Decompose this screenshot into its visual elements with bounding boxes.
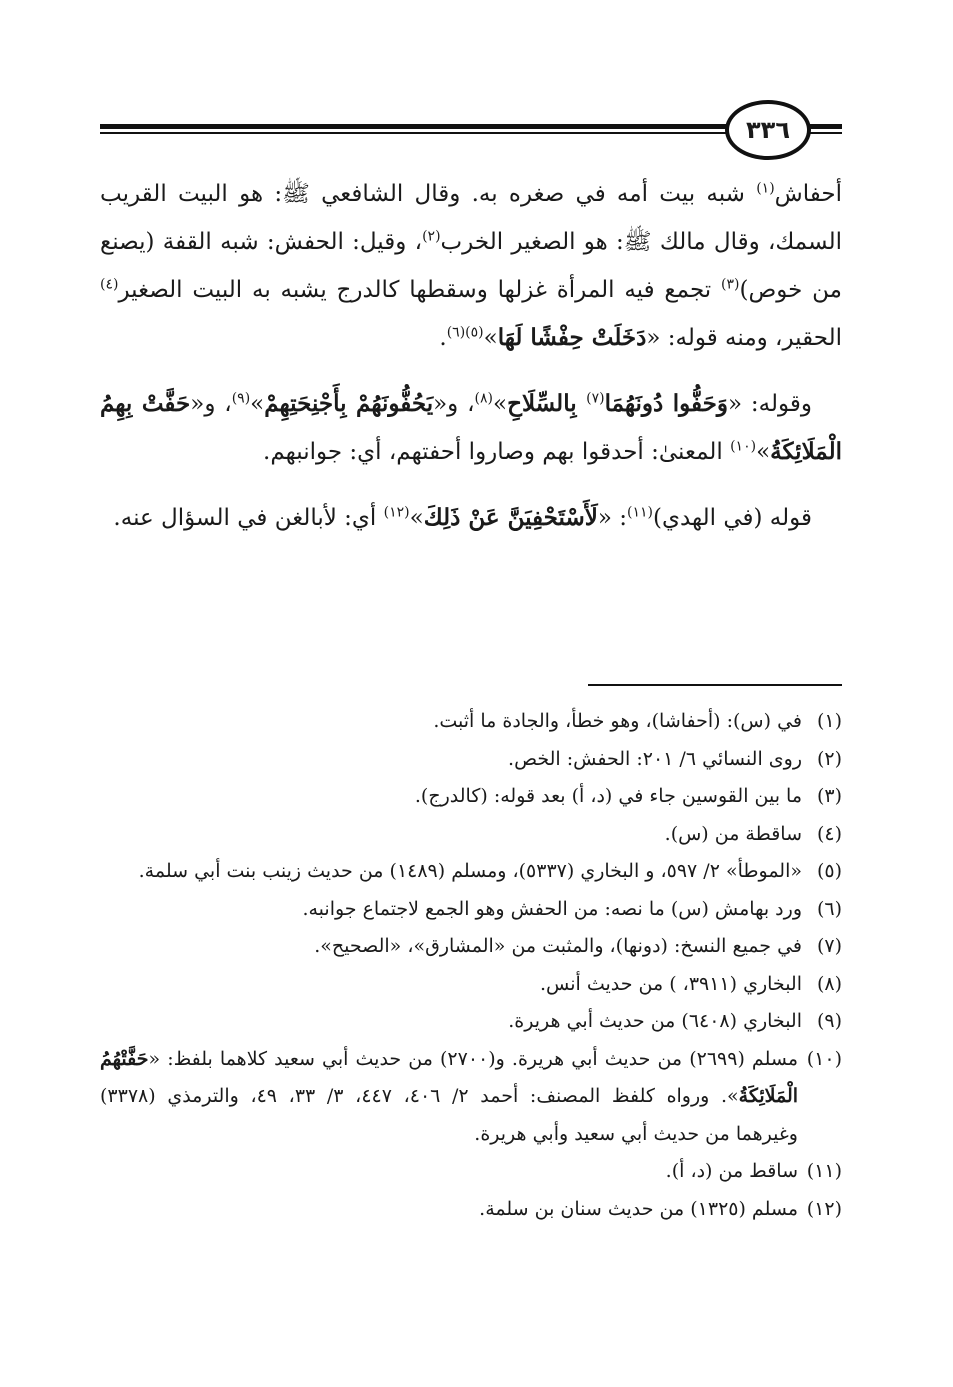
text-run: شبه بيت أمه في صغره به. وقال الشافعي ﷺ: هو البيت القريب السمك، وقال مالك ﷺ: هو الصغير الخرب bbox=[100, 181, 842, 255]
footnote-number: (١١) bbox=[806, 1160, 842, 1182]
footnote-text: ما بين القوسين جاء في (د، أ) بعد قوله: (كالدرج). bbox=[414, 785, 802, 807]
footnote-text: البخاري (٣٩١١، ) من حديث أنس. bbox=[539, 972, 802, 995]
footnote-text: ساقطة من (س). bbox=[664, 822, 802, 845]
footnote-marker: (٢) bbox=[422, 228, 441, 245]
footnote-5 bbox=[100, 853, 842, 891]
footnote-text: في (س): (أحفاشا)، وهو خطأ، والجادة ما أثبت. bbox=[433, 710, 802, 732]
text-run: تجمع فيه المرأة غزلها وسقطها كالدرج يشبه به البيت الصغير bbox=[118, 277, 722, 303]
footnote-11 bbox=[100, 1153, 842, 1191]
footnote-number: (٥) bbox=[816, 860, 842, 882]
text-run: ، وقيل: الحفش: شبه القفة (يصنع من خوص) bbox=[100, 229, 842, 303]
text-run: الحقير، ومنه قوله: « bbox=[646, 325, 842, 351]
hadith-quote: حَفَّتْ بِهِمُ الْمَلَائِكَةُ bbox=[100, 390, 842, 465]
footnote-marker: (٧) bbox=[586, 390, 605, 407]
footnote-separator bbox=[588, 684, 842, 686]
text-run: وقوله: « bbox=[728, 391, 812, 417]
header-rule-right-thin bbox=[808, 132, 842, 134]
text-run: » bbox=[756, 439, 771, 465]
footnote-3 bbox=[100, 778, 842, 816]
footnote-8 bbox=[100, 966, 842, 1004]
footnote-number: (١٢) bbox=[806, 1197, 842, 1220]
footnote-marker: (١) bbox=[756, 180, 775, 197]
footnote-marker: (٩) bbox=[231, 390, 251, 407]
footnote-marker: (١٢) bbox=[383, 504, 410, 521]
footnote-text: البخاري (٦٤٠٨) من حديث أبي هريرة. bbox=[508, 1010, 802, 1032]
footnote-9 bbox=[100, 1003, 842, 1041]
text-run: ، و« bbox=[190, 391, 232, 417]
paragraph-1 bbox=[100, 170, 842, 362]
text-run: المعنىٰ: أحدقوا بهم وصاروا أحفتهم، أي: جوانبهم. bbox=[263, 439, 731, 465]
text-run: » bbox=[409, 505, 424, 531]
hadith-quote: لَأَسْتَحْفِيَنَّ عَنْ ذَلِكَ bbox=[423, 504, 598, 531]
footnote-text: «الموطأ» ٢/ ٥٩٧، و البخاري (٥٣٣٧)، ومسلم (١٤٨٩) من حديث زينب بنت أبي سلمة. bbox=[138, 860, 802, 882]
footnote-text: ورد بهامش (س) ما نصه: من الحفش وهو الجمع لاجتماع جوانبه. bbox=[302, 897, 802, 920]
footnote-text: روى النسائي ٦/ ٢٠١: الحفش: الخص. bbox=[508, 747, 802, 770]
footnote-text: ساقط من (د، أ). bbox=[665, 1160, 798, 1182]
footnote-number: (١٠) bbox=[806, 1047, 842, 1070]
text-run: : « bbox=[597, 505, 627, 531]
hadith-quote: وَحَفُّوا دُونَهُمَا bbox=[604, 390, 729, 417]
footnote-marker: (٥)(٦) bbox=[446, 324, 484, 341]
hadith-quote: حَفَّتْهُمُ الْمَلَائِكَةُ bbox=[100, 1047, 799, 1107]
text-run: » bbox=[483, 325, 498, 351]
footnote-number: (٢) bbox=[816, 747, 842, 770]
text-run: قوله (في الهدي) bbox=[652, 505, 812, 531]
footnote-marker: (٣) bbox=[721, 276, 740, 293]
footnote-text: مسلم (١٣٢٥) من حديث سنان بن سلمة. bbox=[479, 1197, 798, 1220]
header-rule-thick bbox=[100, 124, 728, 129]
footnote-number: (٦) bbox=[816, 897, 842, 920]
page-header bbox=[0, 0, 953, 170]
footnote-2 bbox=[100, 741, 842, 779]
footnote-marker: (٨) bbox=[474, 390, 494, 407]
text-run: مسلم (٢٦٩٩) من حديث أبي هريرة. و(٢٧٠٠) من حديث أبي سعيد كلاهما بلفظ: « bbox=[148, 1047, 798, 1070]
footnote-12 bbox=[100, 1191, 842, 1229]
footnote-marker: (٤) bbox=[100, 276, 119, 293]
footnote-number: (١) bbox=[816, 710, 842, 732]
text-run: ». ورواه كلفظ المصنف: أحمد ٢/ ٤٠٦، ٤٤٧، ٣/ ٣٣، ٤٩، والترمذي (٣٣٧٨) وغيرهما من حديث أبي سعيد وأبي هريرة. bbox=[100, 1085, 798, 1145]
footnote-10 bbox=[100, 1041, 842, 1154]
footnotes bbox=[100, 703, 842, 1228]
footnote-7 bbox=[100, 928, 842, 966]
text-run: أي: لأبالغن في السؤال عنه. bbox=[113, 505, 384, 531]
footnote-text bbox=[100, 1041, 798, 1154]
text-run: . bbox=[439, 325, 447, 351]
page-number: ٣٣٦ bbox=[725, 100, 811, 160]
footnote-text: في جميع النسخ: (دونها)، والمثبت من «المشارق»، «الصحيح». bbox=[314, 935, 802, 957]
text-run: ، و« bbox=[433, 391, 475, 417]
footnote-number: (٤) bbox=[816, 822, 842, 845]
paragraph-3 bbox=[100, 494, 842, 542]
footnote-number: (٧) bbox=[816, 935, 842, 957]
footnote-marker: (١٠) bbox=[730, 438, 757, 455]
text-run: أحفاش bbox=[774, 181, 842, 207]
paragraph-2 bbox=[100, 380, 842, 476]
footnote-1 bbox=[100, 703, 842, 741]
footnote-number: (٣) bbox=[816, 785, 842, 807]
footnote-marker: (١١) bbox=[626, 504, 653, 521]
text-run: » bbox=[493, 391, 508, 417]
hadith-quote: يَحُفُّونَهُمْ بِأَجْنِحَتِهِمْ bbox=[264, 390, 434, 417]
footnote-number: (٨) bbox=[816, 972, 842, 995]
main-text bbox=[100, 170, 842, 542]
footnote-6 bbox=[100, 891, 842, 929]
hadith-quote: بِالسِّلَاحِ bbox=[507, 390, 587, 417]
hadith-quote: دَخَلَتْ حِفْشًا لَهَا bbox=[497, 324, 647, 351]
header-rule-right bbox=[808, 124, 842, 129]
footnote-number: (٩) bbox=[816, 1010, 842, 1032]
text-run: » bbox=[250, 391, 265, 417]
header-rule-thin bbox=[100, 132, 728, 134]
footnote-4 bbox=[100, 816, 842, 854]
